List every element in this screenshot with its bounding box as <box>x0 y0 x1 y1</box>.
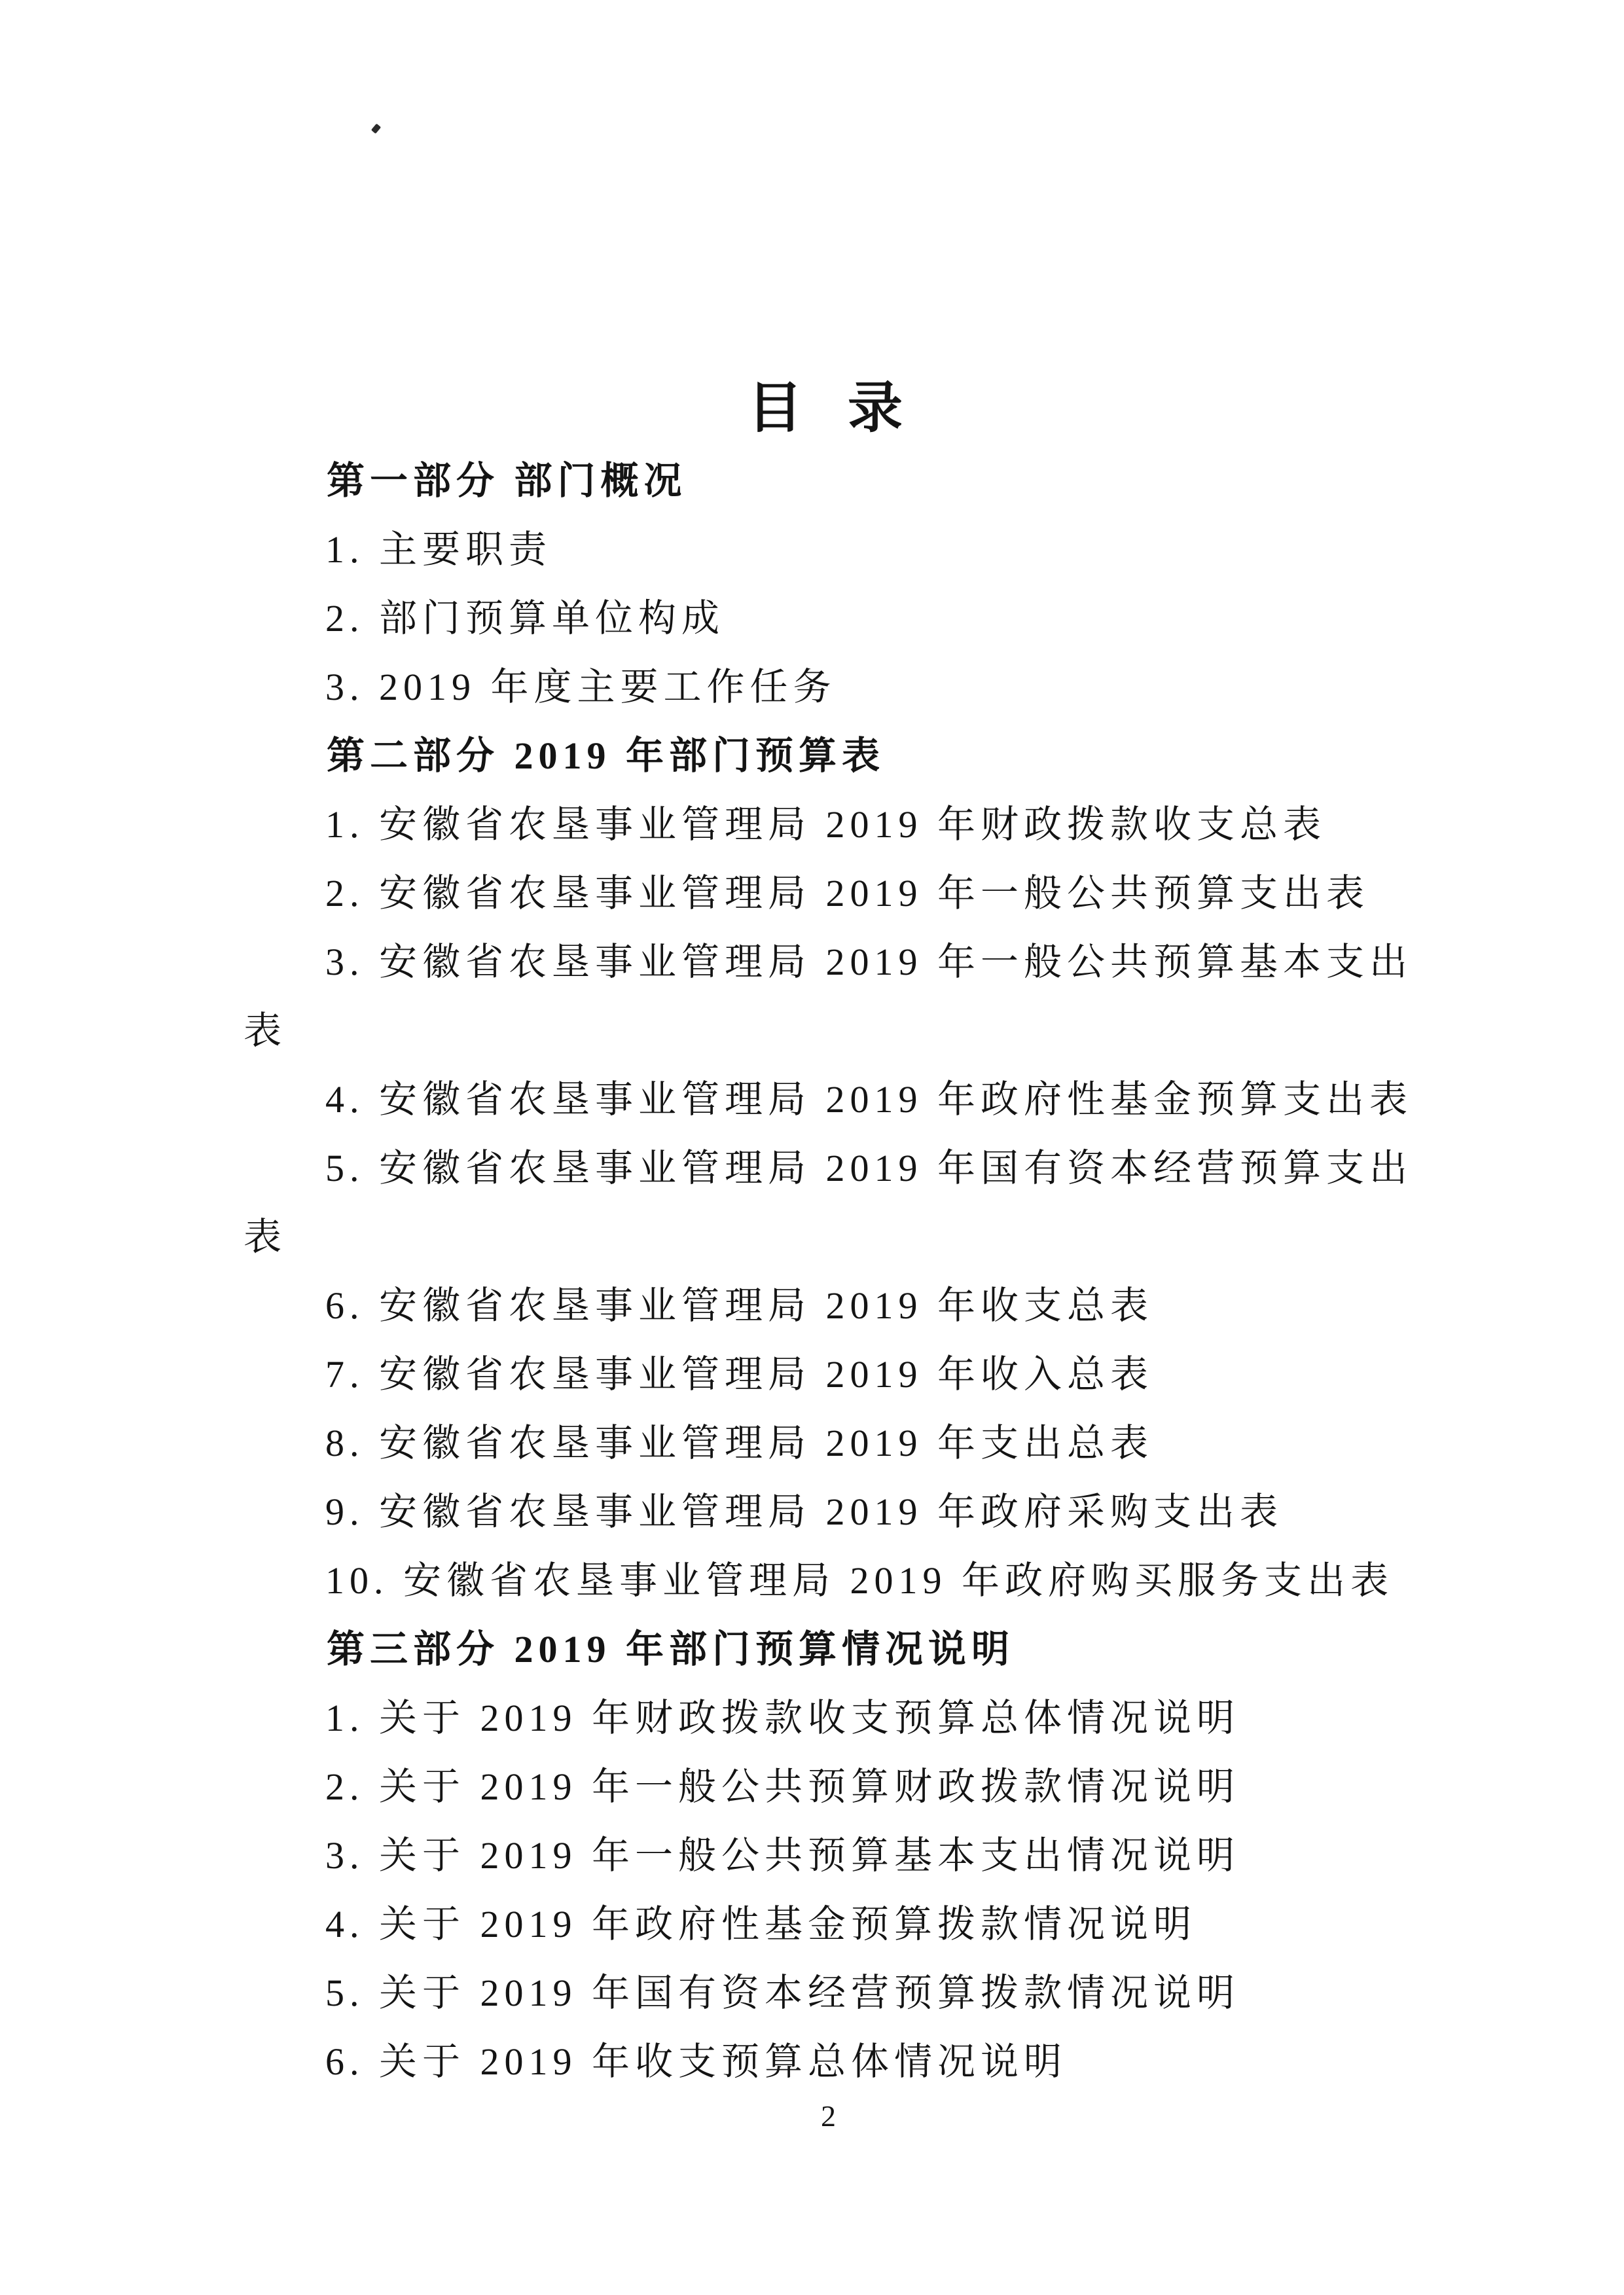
toc-line: 1. 关于 2019 年财政拨款收支预算总体情况说明 <box>325 1697 1240 1739</box>
toc-line: 2. 安徽省农垦事业管理局 2019 年一般公共预算支出表 <box>325 872 1370 914</box>
page-number: 2 <box>821 2099 836 2133</box>
toc-section-header: 第三部分 2019 年部门预算情况说明 <box>327 1628 1015 1671</box>
toc-line: 1. 安徽省农垦事业管理局 2019 年财政拨款收支总表 <box>325 803 1327 846</box>
toc-line: 8. 安徽省农垦事业管理局 2019 年支出总表 <box>325 1422 1154 1464</box>
toc-line: 7. 安徽省农垦事业管理局 2019 年收入总表 <box>325 1353 1154 1396</box>
toc-line: 3. 关于 2019 年一般公共预算基本支出情况说明 <box>325 1834 1240 1877</box>
toc-line: 4. 关于 2019 年政府性基金预算拨款情况说明 <box>325 1903 1197 1945</box>
toc-section-header: 第一部分 部门概况 <box>327 460 687 502</box>
toc-line-continuation: 表 <box>244 1009 287 1052</box>
toc-line: 6. 关于 2019 年收支预算总体情况说明 <box>325 2040 1068 2083</box>
page-title: 目 录 <box>747 378 911 439</box>
toc-line-continuation: 表 <box>244 1216 287 1258</box>
toc-line: 3. 安徽省农垦事业管理局 2019 年一般公共预算基本支出 <box>325 941 1413 983</box>
toc-line: 3. 2019 年度主要工作任务 <box>325 666 837 708</box>
toc-line: 4. 安徽省农垦事业管理局 2019 年政府性基金预算支出表 <box>325 1078 1413 1121</box>
toc-line: 5. 安徽省农垦事业管理局 2019 年国有资本经营预算支出 <box>325 1147 1413 1189</box>
toc-line: 2. 部门预算单位构成 <box>325 597 725 640</box>
toc-line: 2. 关于 2019 年一般公共预算财政拨款情况说明 <box>325 1765 1240 1808</box>
toc-line: 9. 安徽省农垦事业管理局 2019 年政府采购支出表 <box>325 1491 1284 1533</box>
toc-line: 1. 主要职责 <box>325 528 552 571</box>
toc-line: 5. 关于 2019 年国有资本经营预算拨款情况说明 <box>325 1972 1240 2014</box>
toc-line: 10. 安徽省农垦事业管理局 2019 年政府购买服务支出表 <box>325 1559 1394 1602</box>
toc-line: 6. 安徽省农垦事业管理局 2019 年收支总表 <box>325 1284 1154 1327</box>
toc-section-header: 第二部分 2019 年部门预算表 <box>327 734 886 777</box>
